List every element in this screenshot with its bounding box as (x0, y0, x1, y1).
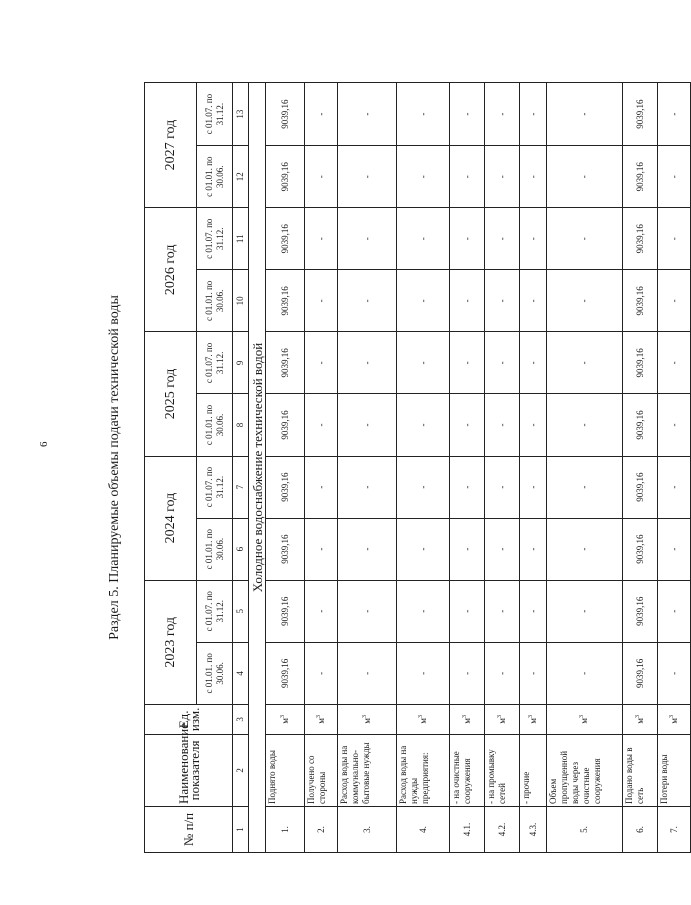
row-unit (397, 704, 450, 734)
row-value: - (338, 332, 397, 394)
table-row (266, 83, 305, 853)
row-value: 9039,16 (623, 83, 658, 146)
header-half-2: с 01.07. по 31.12. (197, 580, 233, 642)
row-value: 9039,16 (266, 580, 305, 642)
row-value: - (450, 83, 485, 146)
row-value: - (305, 270, 338, 332)
row-value: - (397, 83, 450, 146)
row-value: - (397, 518, 450, 580)
row-value: - (547, 394, 623, 456)
row-value: - (338, 394, 397, 456)
header-year-2023: 2023 год (145, 580, 197, 704)
row-name: - прочие (520, 734, 547, 806)
header-year-2027: 2027 год (145, 83, 197, 208)
row-name: Объем пропущенной воды через очистные сооружения (547, 734, 623, 806)
row-value: - (520, 394, 547, 456)
header-year-2026: 2026 год (145, 208, 197, 332)
row-value: - (338, 518, 397, 580)
row-value: - (450, 332, 485, 394)
unit-power: 3 (634, 715, 641, 719)
unit-base: м (634, 718, 645, 724)
column-index: 6 (233, 518, 249, 580)
row-value: - (397, 270, 450, 332)
header-half-2: с 01.07. по 31.12. (197, 456, 233, 518)
row-value: - (450, 580, 485, 642)
unit-base: м (361, 718, 372, 724)
row-value: - (520, 83, 547, 146)
column-index: 9 (233, 332, 249, 394)
row-value: - (305, 83, 338, 146)
row-value: - (305, 518, 338, 580)
column-index: 5 (233, 580, 249, 642)
row-value: - (450, 518, 485, 580)
unit-base: м (279, 718, 290, 724)
row-value: - (397, 146, 450, 208)
row-name: Получено со стороны (305, 734, 338, 806)
row-value: - (338, 146, 397, 208)
row-value: - (658, 208, 691, 270)
table-row (547, 83, 623, 853)
row-number: 4. (397, 806, 450, 852)
header-name: Наименование показателя (145, 734, 233, 806)
column-index-row (233, 83, 249, 853)
row-value: - (397, 208, 450, 270)
row-value: 9039,16 (266, 208, 305, 270)
unit-power: 3 (496, 715, 503, 719)
row-name: Поднято воды (266, 734, 305, 806)
row-value: 9039,16 (266, 332, 305, 394)
row-value: 9039,16 (623, 394, 658, 456)
unit-power: 3 (417, 715, 424, 719)
row-unit (520, 704, 547, 734)
column-index: 7 (233, 456, 249, 518)
row-value: - (485, 332, 520, 394)
row-number: 4.1. (450, 806, 485, 852)
row-value: - (547, 146, 623, 208)
row-value: - (658, 394, 691, 456)
header-row-years (145, 83, 197, 853)
row-value: - (338, 208, 397, 270)
row-value: - (305, 208, 338, 270)
row-value: - (485, 580, 520, 642)
row-unit (450, 704, 485, 734)
unit-power: 3 (279, 715, 286, 719)
section-row (249, 83, 266, 853)
header-num: № п/п (145, 806, 233, 852)
table-row (450, 83, 485, 853)
table-body (145, 83, 691, 853)
row-unit (305, 704, 338, 734)
row-value: 9039,16 (266, 642, 305, 704)
row-value: - (397, 642, 450, 704)
row-value: - (547, 332, 623, 394)
row-value: - (338, 83, 397, 146)
row-value: - (305, 456, 338, 518)
row-value: - (520, 208, 547, 270)
row-value: - (450, 394, 485, 456)
column-index: 3 (233, 704, 249, 734)
table-row (658, 83, 691, 853)
table-row (485, 83, 520, 853)
row-value: - (450, 208, 485, 270)
row-value: 9039,16 (266, 270, 305, 332)
row-name: - на очистные сооружения (450, 734, 485, 806)
row-value: - (485, 394, 520, 456)
row-value: 9039,16 (623, 518, 658, 580)
column-index: 11 (233, 208, 249, 270)
row-value: - (338, 456, 397, 518)
header-half-1: с 01.01. по 30.06. (197, 642, 233, 704)
row-value: - (397, 332, 450, 394)
column-index: 13 (233, 83, 249, 146)
row-value: - (658, 83, 691, 146)
table-row (520, 83, 547, 853)
unit-base: м (315, 718, 326, 724)
row-name: Расход воды на коммунально-бытовые нужды (338, 734, 397, 806)
row-value: - (547, 642, 623, 704)
row-value: - (520, 642, 547, 704)
header-half-1: с 01.01. по 30.06. (197, 518, 233, 580)
row-value: - (338, 642, 397, 704)
row-number: 6. (623, 806, 658, 852)
row-value: - (485, 270, 520, 332)
row-value: - (658, 332, 691, 394)
row-value: - (520, 146, 547, 208)
row-value: - (305, 642, 338, 704)
unit-base: м (417, 718, 428, 724)
column-index: 10 (233, 270, 249, 332)
unit-power: 3 (315, 715, 322, 719)
header-half-2: с 01.07. по 31.12. (197, 83, 233, 146)
header-unit: Ед. изм. (145, 704, 233, 734)
row-name: Потери воды (658, 734, 691, 806)
row-value: - (338, 270, 397, 332)
row-value: - (485, 146, 520, 208)
header-half-1: с 01.01. по 30.06. (197, 146, 233, 208)
row-value: - (658, 642, 691, 704)
unit-power: 3 (527, 715, 534, 719)
row-value: - (305, 580, 338, 642)
row-value: 9039,16 (266, 83, 305, 146)
row-value: - (450, 270, 485, 332)
row-value: - (547, 208, 623, 270)
row-value: 9039,16 (623, 270, 658, 332)
row-value: - (485, 642, 520, 704)
row-unit (623, 704, 658, 734)
header-half-2: с 01.07. по 31.12. (197, 208, 233, 270)
row-value: - (658, 518, 691, 580)
row-value: 9039,16 (623, 332, 658, 394)
section-row-label: Холодное водоснабжение технической водой (249, 83, 266, 853)
row-value: - (520, 580, 547, 642)
row-value: - (397, 394, 450, 456)
row-value: - (547, 518, 623, 580)
row-value: 9039,16 (623, 146, 658, 208)
table-row (338, 83, 397, 853)
row-value: 9039,16 (266, 394, 305, 456)
row-unit (547, 704, 623, 734)
rotated-page (95, 82, 679, 853)
row-value: - (520, 518, 547, 580)
row-value: - (397, 456, 450, 518)
row-value: 9039,16 (266, 146, 305, 208)
column-index: 8 (233, 394, 249, 456)
unit-base: м (579, 718, 589, 724)
row-value: - (658, 456, 691, 518)
header-half-2: с 01.07. по 31.12. (197, 332, 233, 394)
row-value: - (520, 332, 547, 394)
unit-power: 3 (361, 715, 368, 719)
row-number: 2. (305, 806, 338, 852)
header-year-2025: 2025 год (145, 332, 197, 456)
unit-base: м (496, 718, 507, 724)
row-value: - (658, 270, 691, 332)
row-number: 5. (547, 806, 623, 852)
unit-base: м (527, 718, 538, 724)
header-year-2024: 2024 год (145, 456, 197, 580)
row-value: - (338, 580, 397, 642)
row-value: - (305, 146, 338, 208)
column-index: 12 (233, 146, 249, 208)
row-unit (266, 704, 305, 734)
row-value: - (658, 146, 691, 208)
table-row (397, 83, 450, 853)
column-index: 4 (233, 642, 249, 704)
row-value: - (450, 456, 485, 518)
row-value: 9039,16 (623, 642, 658, 704)
row-value: 9039,16 (623, 456, 658, 518)
section-title: Раздел 5. Планируемые объемы подачи технической воды (107, 295, 122, 640)
row-name: Подано воды в сеть (623, 734, 658, 806)
row-value: - (305, 332, 338, 394)
row-name: - на промывку сетей (485, 734, 520, 806)
row-value: 9039,16 (266, 456, 305, 518)
row-value: - (547, 83, 623, 146)
row-value: 9039,16 (266, 518, 305, 580)
row-value: - (520, 456, 547, 518)
row-value: - (658, 580, 691, 642)
table-row (623, 83, 658, 853)
row-name: Расход воды на нужды предприятия: (397, 734, 450, 806)
table-row (305, 83, 338, 853)
column-index: 1 (233, 806, 249, 852)
unit-base: м (668, 718, 679, 724)
row-value: 9039,16 (623, 208, 658, 270)
row-value: - (450, 146, 485, 208)
row-value: - (547, 580, 623, 642)
row-number: 4.3. (520, 806, 547, 852)
row-unit (338, 704, 397, 734)
row-value: - (397, 580, 450, 642)
unit-power: 3 (461, 715, 468, 719)
row-value: - (485, 518, 520, 580)
water-volume-table (144, 82, 691, 853)
row-value: - (547, 456, 623, 518)
header-half-1: с 01.01. по 30.06. (197, 270, 233, 332)
column-index: 2 (233, 734, 249, 806)
page-number: 6 (38, 441, 50, 447)
unit-power: 3 (579, 715, 585, 719)
row-number: 1. (266, 806, 305, 852)
unit-base: м (461, 718, 472, 724)
row-number: 4.2. (485, 806, 520, 852)
row-unit (485, 704, 520, 734)
row-value: - (485, 208, 520, 270)
row-value: - (305, 394, 338, 456)
row-value: - (485, 83, 520, 146)
row-number: 3. (338, 806, 397, 852)
row-value: - (520, 270, 547, 332)
row-unit (658, 704, 691, 734)
unit-power: 3 (668, 715, 675, 719)
header-half-1: с 01.01. по 30.06. (197, 394, 233, 456)
row-value: 9039,16 (623, 580, 658, 642)
row-value: - (547, 270, 623, 332)
row-value: - (485, 456, 520, 518)
row-number: 7. (658, 806, 691, 852)
row-value: - (450, 642, 485, 704)
